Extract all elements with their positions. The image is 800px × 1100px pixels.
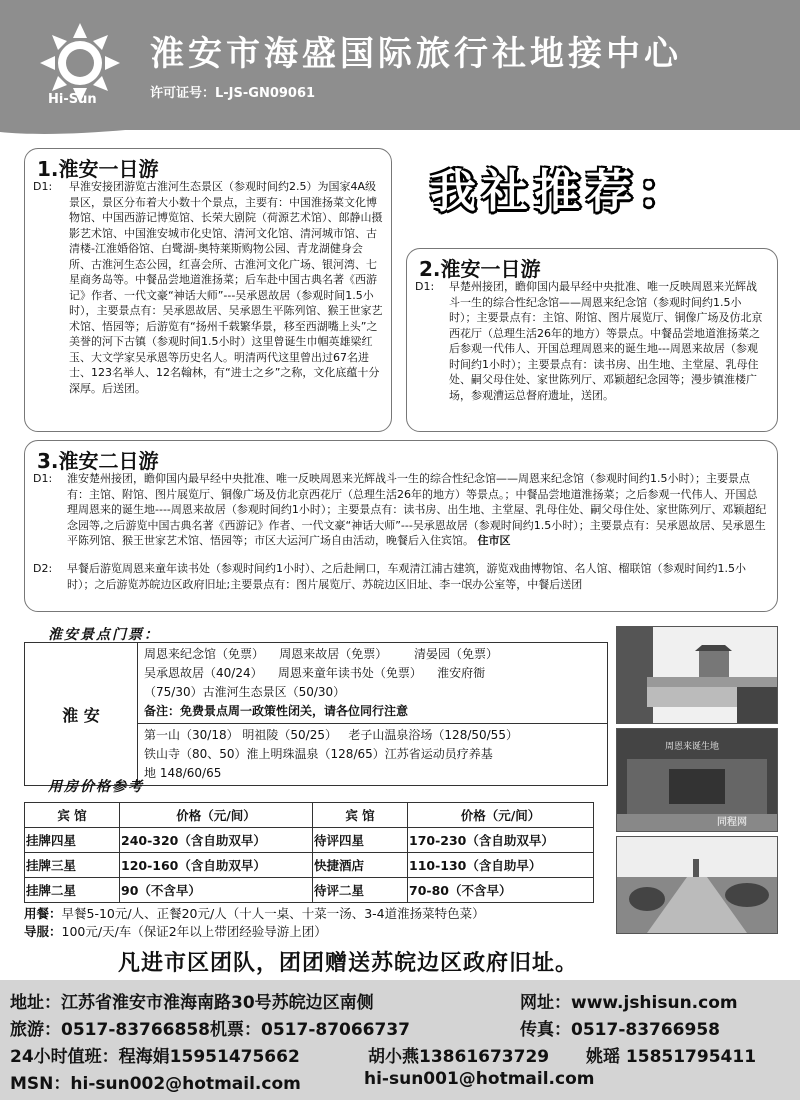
photo-watermark: 同程网 [717, 817, 747, 828]
hotel-type: 快捷酒店 [313, 853, 408, 878]
duty-label: 24小时值班： [10, 1047, 119, 1067]
footer-web [520, 988, 738, 1013]
fax-label: 传真： [520, 1020, 571, 1040]
agency-title: 淮安市海盛国际旅行社地接中心 [150, 34, 682, 74]
tickets-row-1: 周恩来纪念馆（免票） 周恩来故居（免票） 清晏园（免票） [144, 647, 498, 661]
tickets-table [24, 642, 608, 786]
footer-line-1 [10, 988, 374, 1013]
hotels-col-price-1: 价格（元/间） [120, 803, 313, 828]
tour-2-day: D1: [415, 280, 435, 293]
travel-phone: 0517-83766858 [61, 1020, 210, 1040]
hotel-type: 挂牌四星 [25, 828, 120, 853]
tour-3-d1-text: 淮安楚州接团，瞻仰国内最早经中央批准、唯一反映周恩来光辉战斗一生的综合性纪念馆——周恩来纪念馆（参观时间约1.5小时）；主要景点有：主馆、附馆、图片展览厅、铜像广场及仿北京西花厅（总理生活26年的地方）等景点。；中餐品尝地道淮扬菜；之后参观一代伟人、开国总理周恩来的诞生地----周恩来故居（参观时间约1小时）；主要景点有：读书房、出生地、主堂屋、乳母住处、嗣父母住处、家世陈列厅、邓颖超纪念园等,之后游览中国古典名著《西游记》作者、一代文豪“神话大师”---吴承恩故居（参观时间约1.5小时）；主要景点有：吴承恩故居、吴承恩生平陈列馆、猴王世家艺术馆、悟园等；市区大运河广场自由活动，晚餐后入住宾馆。 [67, 472, 767, 547]
tour-3-d1-description [67, 471, 767, 549]
logo-text: Hi-Sun [48, 92, 97, 107]
table-row [25, 878, 594, 903]
ticket-label: 机票： [210, 1020, 261, 1040]
tickets-group-2 [138, 724, 608, 786]
tour-2-title: 2.淮安一日游 [419, 257, 541, 281]
web-label: 网址： [520, 993, 571, 1013]
tickets-row-2: 吴承恩故居（40/24） 周恩来童年读书处（免票） 淮安府衙 [144, 666, 486, 680]
tickets-city: 淮 安 [25, 643, 138, 786]
tickets-group-1 [138, 643, 608, 724]
tour-3-d2-label: D2: [33, 562, 53, 575]
footer-fax [520, 1015, 720, 1040]
address: 江苏省淮安市淮海南路30号苏皖边区南侧 [61, 993, 374, 1013]
hotel-type: 挂牌三星 [25, 853, 120, 878]
guide-label: 导服： [24, 924, 62, 939]
table-row [25, 828, 594, 853]
msn-2: hi-sun001@hotmail.com [364, 1069, 595, 1089]
address-label: 地址： [10, 993, 61, 1013]
photo-birthplace [616, 728, 778, 832]
fax-number: 0517-83766958 [571, 1020, 720, 1040]
slogan: 凡进市区团队，团团赠送苏皖边区政府旧址。 [118, 951, 579, 976]
hotel-price: 240-320（含自助双早） [120, 828, 313, 853]
hotel-price: 120-160（含自助双早） [120, 853, 313, 878]
tickets-row-5: 铁山寺（80、50）淮上明珠温泉（128/65）江苏省运动员疗养基 [144, 747, 493, 761]
footer-line-4 [10, 1069, 301, 1094]
guide-text: 100元/天/车（保证2年以上带团经验导游上团） [61, 924, 327, 939]
tour-2-description: 早楚州接团，瞻仰国内最早经中央批准、唯一反映周恩来光辉战斗一生的综合性纪念馆——周恩来纪念馆（参观时间约1.5小时）；主要景点有：主馆、附馆、图片展览厅、铜像广场及仿北京西花厅（总理生活26年的地方）等景点。中餐品尝地道淮扬菜之后参观一代伟人、开国总理周恩来的诞生地---周恩来故居（参观时间约1小时）；主要景点有：读书房、出生地、主堂屋、乳母住处、嗣父母住处、家世陈列厅、邓颖超纪念园等；漫步镇淮楼广场，参观漕运总督府遗址，送团。 [449, 280, 763, 402]
duty-contact-3: 姚瑶 15851795411 [586, 1047, 757, 1067]
hotels-table [24, 802, 594, 903]
footer-line-2 [10, 1015, 410, 1040]
tour-3-box [24, 440, 778, 612]
license-number: 许可证号：L-JS-GN09061 [150, 86, 316, 101]
hotels-col-price-2: 价格（元/间） [408, 803, 594, 828]
hotel-type: 挂牌二星 [25, 878, 120, 903]
msn-label: MSN： [10, 1074, 71, 1094]
tour-3-d1-end: 住市区 [477, 534, 511, 547]
tour-2-box [406, 248, 778, 432]
tickets-note: 备注：免费景点周一政策性闭关，请各位同行注意 [144, 704, 409, 718]
tickets-row-6: 地 148/60/65 [144, 766, 222, 780]
meals-label: 用餐： [24, 906, 62, 921]
hotel-price: 70-80（不含早） [408, 878, 594, 903]
hotel-type: 待评四星 [313, 828, 408, 853]
hotel-price: 90（不含早） [120, 878, 313, 903]
meals-line [24, 904, 485, 922]
photo-stone-path [616, 836, 778, 934]
tour-3-title: 3.淮安二日游 [37, 449, 159, 473]
tour-1-title: 1.淮安一日游 [37, 157, 159, 181]
guide-line [24, 922, 327, 940]
msn-1: hi-sun002@hotmail.com [70, 1074, 301, 1094]
tour-3-d2-description: 早餐后游览周恩来童年读书处（参观时间约1小时）、之后赴闸口，车观清江浦古建筑，游览戏曲博物馆、名人馆、榴联馆（参观时间约1.5小时）；之后游览苏皖边区政府旧址;主要景点有：图片展览厅、苏皖边区旧址、李一氓办公室等，中餐后送团 [67, 562, 746, 591]
tickets-heading: 淮安景点门票： [48, 627, 160, 643]
hotel-price: 170-230（含自助双早） [408, 828, 594, 853]
meals-text: 早餐5-10元/人、正餐20元/人（十人一桌、十菜一汤、3-4道淮扬菜特色菜） [61, 906, 485, 921]
tickets-row-4: 第一山（30/18） 明祖陵（50/25） 老子山温泉浴场（128/50/55） [144, 728, 518, 742]
travel-label: 旅游： [10, 1020, 61, 1040]
tour-1-description: 早淮安接团游览古淮河生态景区（参观时间约2.5）为国家4A级景区，景区分布着大小数十个景点，主要有：中国淮扬菜文化博物馆、中国西游记博览馆、长荣大剧院（荷源艺术馆）、郎静山摄影艺术馆、中国淮安城市化史馆、清河文化馆、清河城市馆、古清楼-江淮婚俗馆、白鹭湖-奥特莱斯购物公园、青龙湖健身会所、古淮河生态公园，红喜会所、古淮河文化广场、银河湾、七星商务岛等。中餐品尝地道淮扬菜；后车赴中国古典名著《西游记》作者、一代文豪“神话大师”---吴承恩故居（参观时间1.5小时），主要景点有：吴承恩故居、吴承恩生平陈列馆、猴王世家艺术馆、悟园等；后游览有“扬州千载繁华景，移至西湖嘴上头”之美誉的河下古镇（参观时间1.5小时）这里曾诞生巾帼英雄梁红玉、大文学家吴承恩等历史名人。明清两代这里曾出过67名进士、123名举人、12名翰林，有“进士之乡”之称，文化底蕴十分深厚。后送团。 [69, 180, 383, 395]
tour-1-day: D1: [33, 180, 53, 193]
tour-3-d1-label: D1: [33, 472, 53, 485]
photo-pavilion [616, 626, 778, 724]
hotels-col-hotel-1: 宾 馆 [25, 803, 120, 828]
web-url[interactable]: www.jshisun.com [571, 993, 738, 1013]
ticket-phone: 0517-87066737 [261, 1020, 410, 1040]
duty-contact-2: 胡小燕13861673729 [368, 1047, 550, 1067]
tour-1-box [24, 148, 392, 432]
hotels-col-hotel-2: 宾 馆 [313, 803, 408, 828]
table-row [25, 853, 594, 878]
hotel-type: 待评二星 [313, 878, 408, 903]
photo-caption: 周恩来诞生地 [665, 742, 720, 752]
hotels-heading: 用房价格参考 [48, 779, 144, 795]
hotel-price: 110-130（含自助早） [408, 853, 594, 878]
duty-contact-1: 程海娟15951475662 [118, 1047, 300, 1067]
recommend-heading: 我社推荐： [430, 164, 690, 218]
footer-line-3 [10, 1042, 300, 1067]
tickets-row-3: （75/30）古淮河生态景区（50/30） [144, 685, 346, 699]
